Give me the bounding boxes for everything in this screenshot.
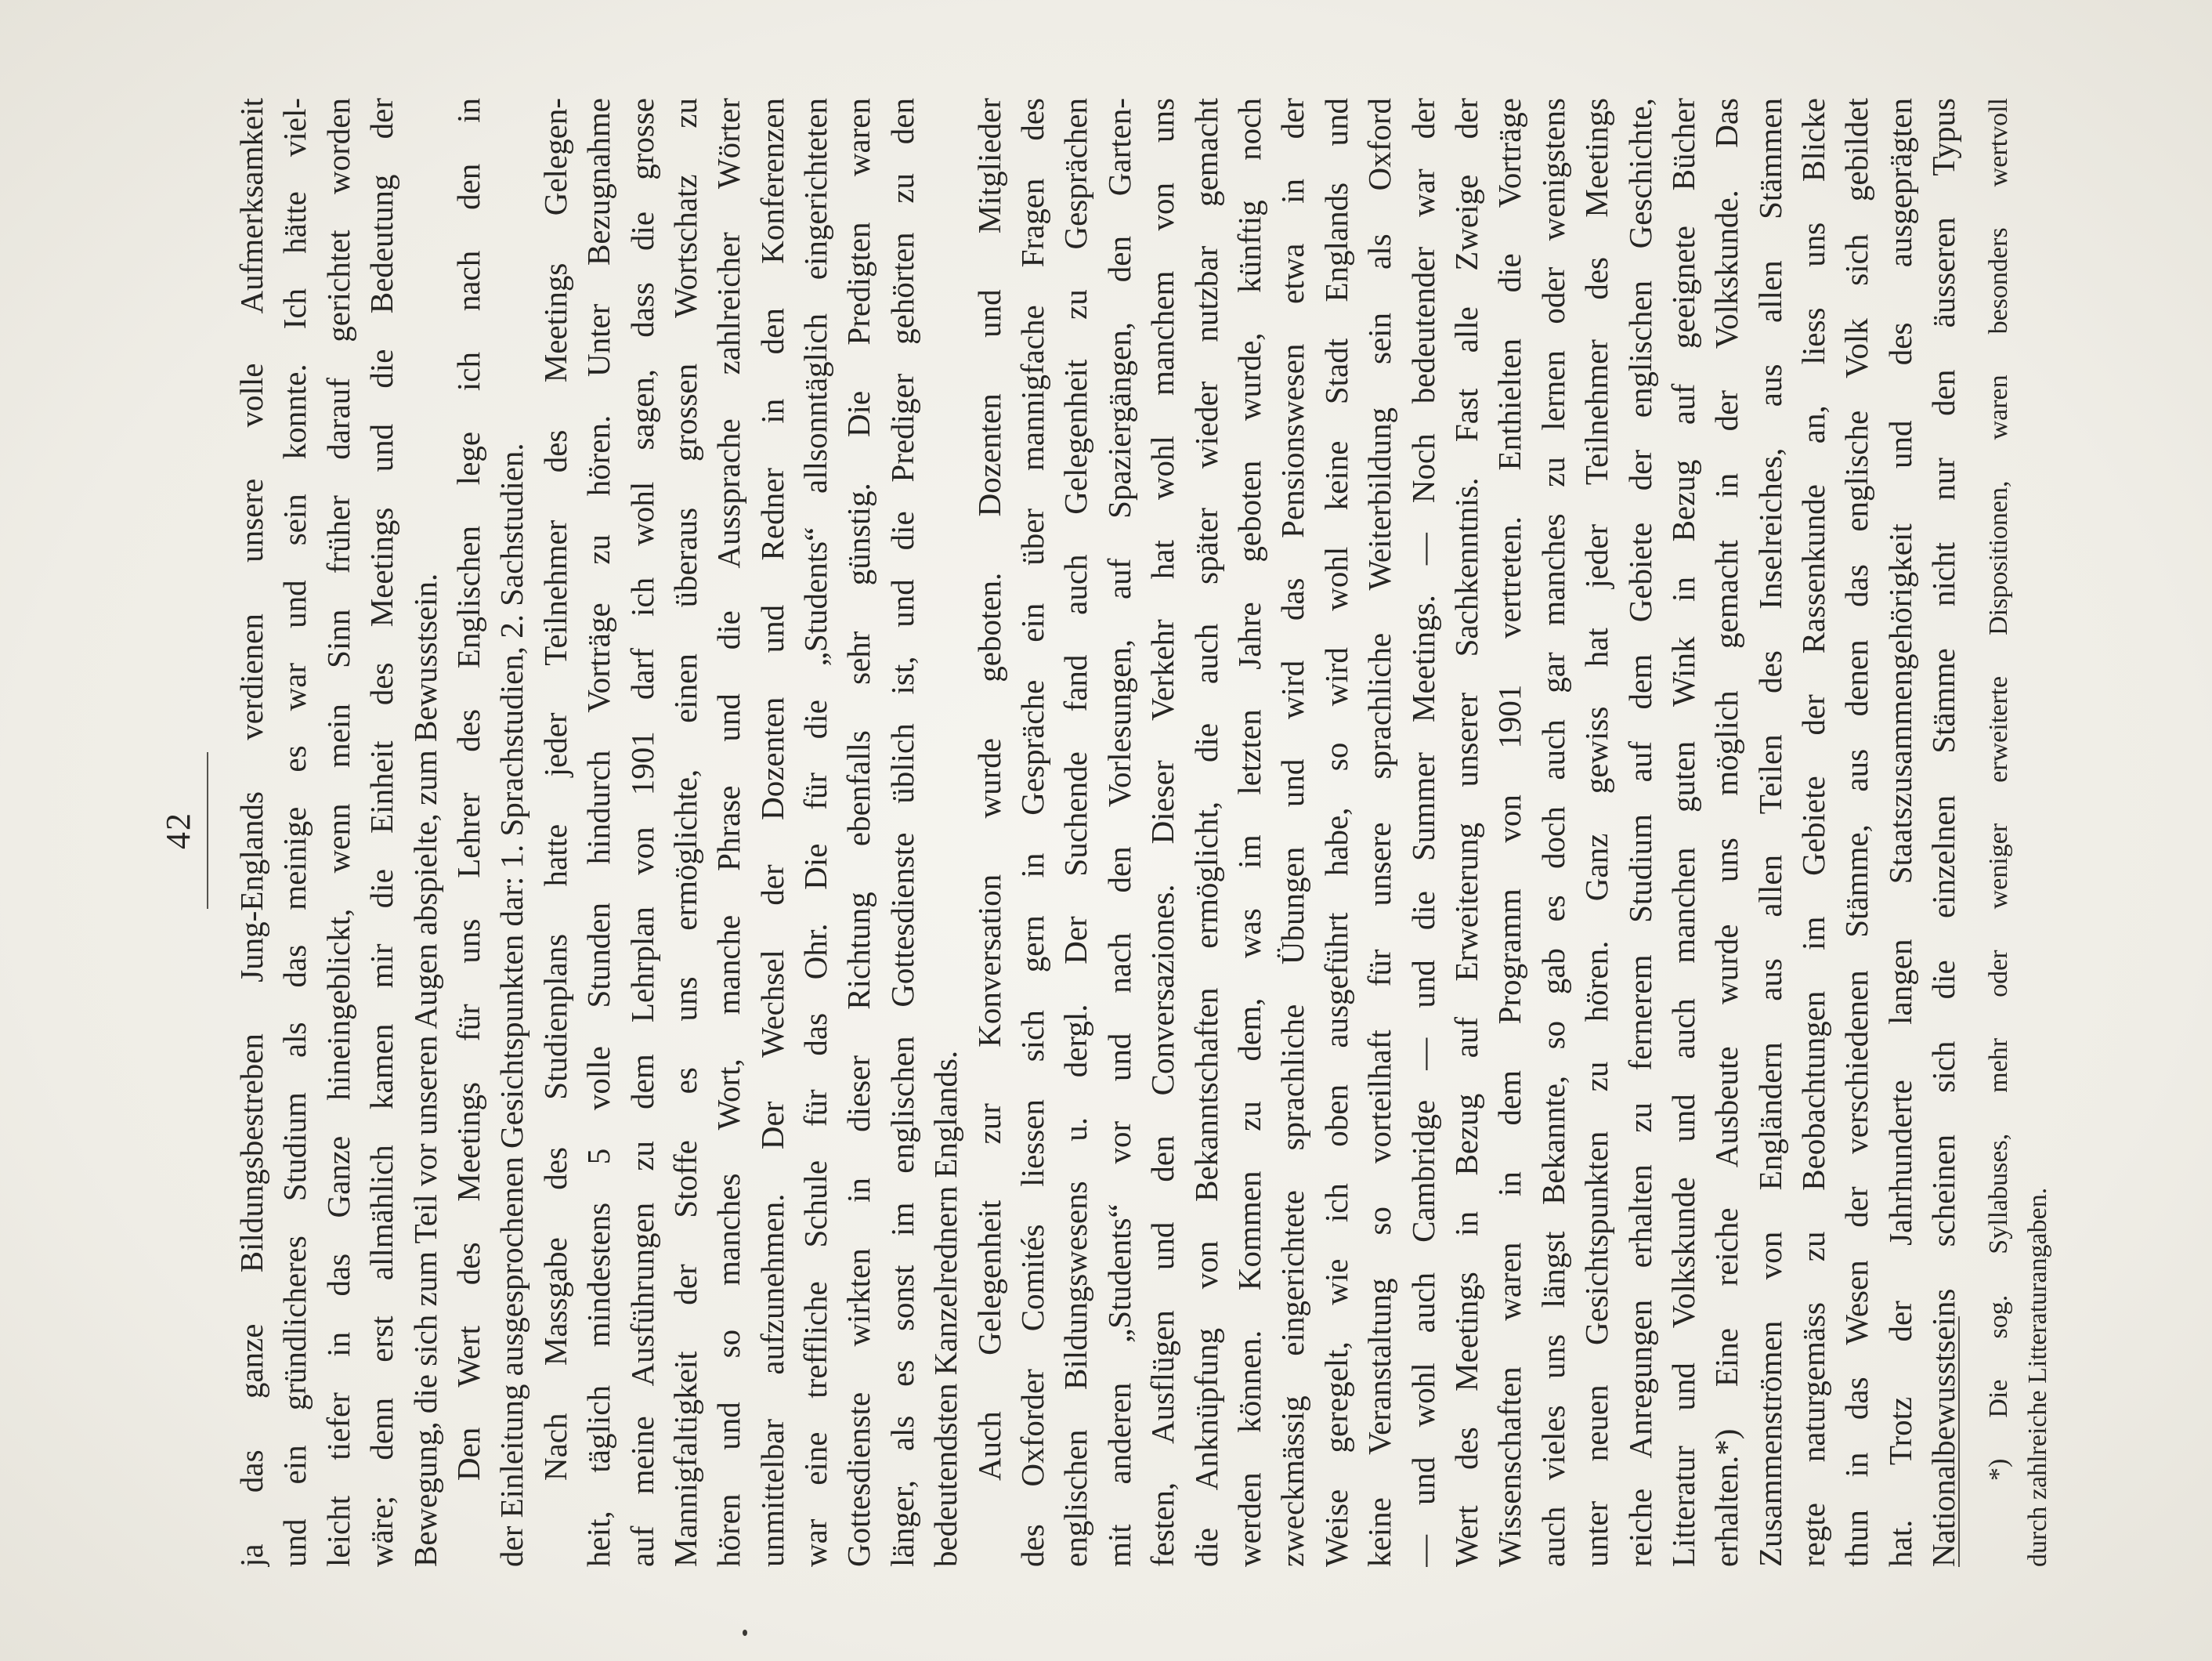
text-line: hören und so manches Wort, manche Phrase und die Aussprache zahlreicher Wörter [710,98,747,1567]
page-number-rule [207,752,208,909]
text-line: Gottesdienste wirkten in dieser Richtung ebenfalls sehr günstig. Die Predigten waren [840,98,877,1567]
text-line: Nach Massgabe des Studienplans hatte jeder Teilnehmer des Meetings Gelegen- [537,98,573,1481]
body-text [230,98,1966,1567]
text-line: und ein gründlicheres Studium als das meinige es war und sein konnte. Ich hätte viel- [276,98,313,1567]
footnote-line: *) Die sog. Syllabuses, mehr oder weniger erweiterte Dispositionen, waren besonders wertvoll [1984,98,2013,1481]
print-speck [743,1630,747,1636]
text-line: Auch Gelegenheit zur Konversation wurde geboten. Dozenten und Mitglieder [970,98,1007,1481]
text-line: leicht tiefer in das Ganze hineingeblickt, wenn mein Sinn früher darauf gerichtet worden [320,98,356,1567]
text-line: Nationalbewusstseins scheinen sich die einzelnen Stämme nicht nur den äusseren Typus [1925,98,1962,1567]
text-line: mit anderen „Students“ vor und nach den Vorlesungen, auf Spaziergängen, den Garten- [1101,98,1137,1567]
text-line: Weise geregelt, wie ich oben ausgeführt habe, so wird wohl keine Stadt Englands und [1317,98,1354,1567]
text-line: keine Veranstaltung so vorteilhaft für unsere sprachliche Weiterbildung sein als Oxford [1361,98,1398,1567]
footnote-rule [1958,1316,1960,1567]
text-line: werden können. Kommen zu dem, was im letzten Jahre geboten wurde, künftig noch [1231,98,1267,1567]
text-line: die Anknüpfung von Bekanntschaften ermöglicht, die auch später wieder nutzbar gemacht [1187,98,1224,1567]
footnote-line: durch zahlreiche Litteraturangaben. [2023,1187,2052,1567]
text-line: länger, als es sonst im englischen Gottesdienste üblich ist, und die Prediger gehörten zu den [884,98,920,1567]
text-line: wäre; denn erst allmählich kamen mir die Einheit des Meetings und die Bedeutung der [363,98,400,1567]
text-line: des Oxforder Comités liessen sich gern in Gespräche ein über mannigfache Fragen des [1014,98,1051,1567]
text-line: thun in das Wesen der verschiedenen Stämme, aus denen das englische Volk sich gebildet [1838,98,1875,1567]
footnote [1979,98,2058,1567]
text-line: hat. Trotz der Jahrhunderte langen Staatszusammengehörigkeit und des ausgeprägten [1881,98,1918,1567]
text-line: regte naturgemäss zu Beobachtungen im Gebiete der Rassenkunde an, liess uns Blicke [1795,98,1832,1567]
text-line: Bewegung, die sich zum Teil vor unseren Augen abspielte, zum Bewusstsein. [407,573,443,1567]
page-number: 42 [159,812,197,849]
text-line: Litteratur und Volkskunde und auch manchen guten Wink in Bezug auf geeignete Bücher [1664,98,1701,1567]
text-line: zweckmässig eingerichtete sprachliche Übungen und wird das Pensionswesen etwa in der [1274,98,1311,1567]
text-line: unmittelbar aufzunehmen. Der Wechsel der Dozenten und Redner in den Konferenzen [754,98,790,1567]
text-line: erhalten.*) Eine reiche Ausbeute wurde uns möglich gemacht in der Volkskunde. Das [1708,98,1745,1567]
text-line: Wert des Meetings in Bezug auf Erweiterung unserer Sachkenntnis. Fast alle Zweige der [1448,98,1484,1567]
text-line: bedeutendsten Kanzelrednern Englands. [927,1050,964,1567]
text-line: auch vieles uns längst Bekannte, so gab es doch auch gar manches zu lernen oder wenigstens [1534,98,1571,1567]
text-line: Wissenschaften waren in dem Programm von 1901 vertreten. Enthielten die Vorträge [1491,98,1528,1567]
text-line: Den Wert des Meetings für uns Lehrer des Englischen lege ich nach den in [450,98,486,1481]
text-line: unter neuen Gesichtspunkten zu hören. Ganz gewiss hat jeder Teilnehmer des Meetings [1578,98,1615,1567]
text-line: der Einleitung ausgesprochenen Gesichtspunkten dar: 1. Sprachstudien, 2. Sachstudien. [493,443,530,1567]
text-line: ja das ganze Bildungsbestreben Jung-Englands verdienen unsere volle Aufmerksamkeit [233,98,269,1567]
text-line: heit, täglich mindestens 5 volle Stunden hindurch Vorträge zu hören. Unter Bezugnahme [580,98,617,1567]
text-line: war eine treffliche Schule für das Ohr. Die für die „Students“ allsonntäglich eingerichteten [797,98,834,1567]
rotated-page-content [25,31,2187,1630]
text-line: — und wohl auch Cambridge — und die Summer Meetings. — Noch bedeutender war der [1404,98,1441,1567]
text-line: Mannigfaltigkeit der Stoffe es uns ermöglichte, einen überaus grossen Wortschatz zu [667,98,703,1567]
text-line: reiche Anregungen erhalten zu fernerem Studium auf dem Gebiete der englischen Geschichte, [1621,98,1658,1567]
text-line: auf meine Ausführungen zu dem Lehrplan von 1901 darf ich wohl sagen, dass die grosse [623,98,660,1567]
text-line: Zusammenströmen von Engländern aus allen Teilen des Inselreiches, aus allen Stämmen [1751,98,1788,1567]
text-line: englischen Bildungswesens u. dergl. Der Suchende fand auch Gelegenheit zu Gesprächen [1057,98,1094,1567]
text-line: festen, Ausflügen und den Conversaziones. Dieser Verkehr hat wohl manchem von uns [1144,98,1181,1567]
